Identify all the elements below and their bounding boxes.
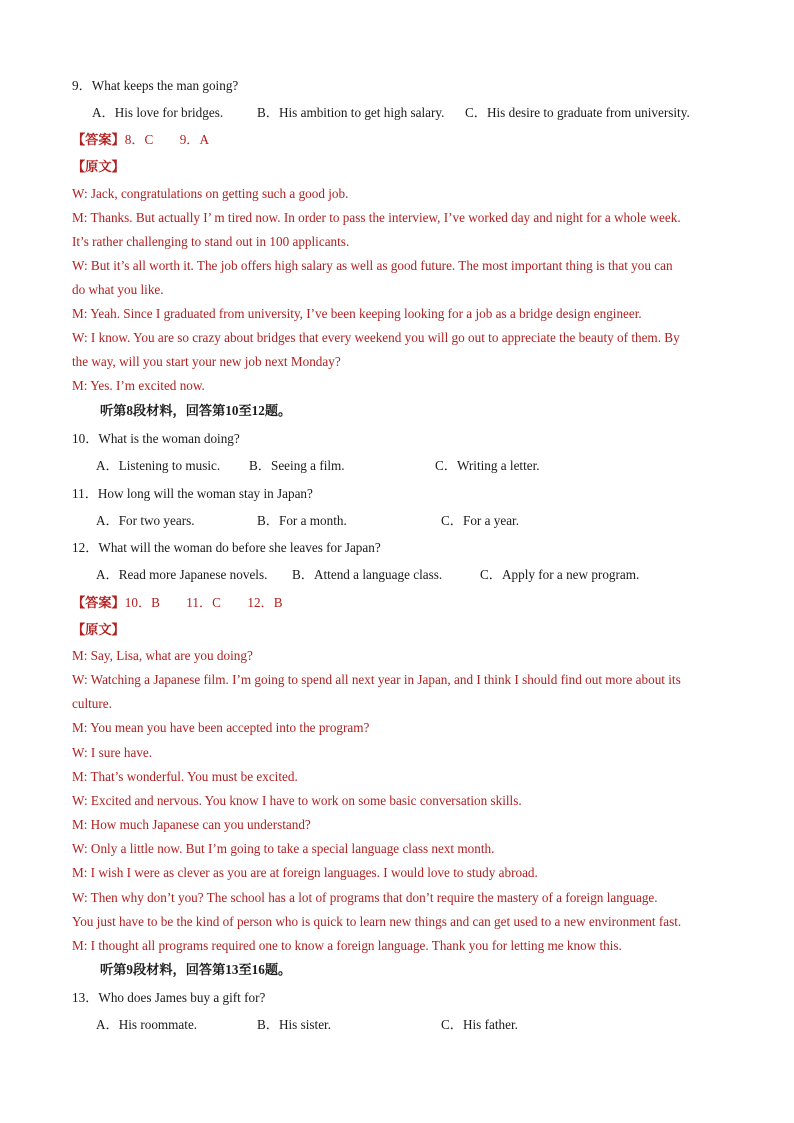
q13-option-a: A．His roommate. <box>96 1017 198 1032</box>
question-10: 10．What is the woman doing? <box>72 431 240 446</box>
q10-option-b: B．Seeing a film. <box>249 458 345 473</box>
q13-option-b: B．His sister. <box>257 1017 332 1032</box>
dialogue-line: the way, will you start your new job next Monday? <box>72 354 341 369</box>
question-9: 9．What keeps the man going? <box>72 78 239 93</box>
answer-block-1 <box>72 131 209 149</box>
answer-block-2 <box>72 594 283 612</box>
dialogue-line: M: How much Japanese can you understand? <box>72 817 311 832</box>
q9-option-c: C．His desire to graduate from university. <box>465 105 690 120</box>
question-11: 11．How long will the woman stay in Japan? <box>72 486 313 501</box>
dialogue-line: W: Watching a Japanese film. I’m going to spend all next year in Japan, and I think I should find out more about its <box>72 672 681 687</box>
dialogue-line: W: Only a little now. But I’m going to take a special language class next month. <box>72 841 495 856</box>
q12-option-c: C．Apply for a new program. <box>480 567 640 582</box>
answer-text: 10．B 11．C 12．B <box>124 595 283 610</box>
dialogue-line: M: Thanks. But actually I’ m tired now. In order to pass the interview, I’ve worked day and night for a whole week. <box>72 210 681 225</box>
dialogue-line: M: I thought all programs required one to know a foreign language. Thank you for letting me know this. <box>72 938 622 953</box>
dialogue-line: M: Yes. I’m excited now. <box>72 378 205 393</box>
q10-option-a: A．Listening to music. <box>96 458 221 473</box>
answer-text: 8．C 9．A <box>124 132 210 147</box>
dialogue-line: M: That’s wonderful. You must be excited. <box>72 769 298 784</box>
section-heading-8: 听第8段材料，回答第10至12题。 <box>100 403 292 418</box>
dialogue-line: M: You mean you have been accepted into the program? <box>72 720 370 735</box>
dialogue-line: M: Say, Lisa, what are you doing? <box>72 648 253 663</box>
dialogue-line: W: Jack, congratulations on getting such a good job. <box>72 186 349 201</box>
q13-option-c: C．His father. <box>441 1017 518 1032</box>
section-heading-9: 听第9段材料，回答第13至16题。 <box>100 962 292 977</box>
question-12: 12．What will the woman do before she leaves for Japan? <box>72 540 381 555</box>
dialogue-line: M: Yeah. Since I graduated from university, I’ve been keeping looking for a job as a bridge design engineer. <box>72 306 642 321</box>
dialogue-line: It’s rather challenging to stand out in 100 applicants. <box>72 234 350 249</box>
dialogue-line: do what you like. <box>72 282 164 297</box>
dialogue-line: W: But it’s all worth it. The job offers high salary as well as good future. The most important thing is that you can <box>72 258 673 273</box>
q11-option-a: A．For two years. <box>96 513 195 528</box>
q11-option-c: C．For a year. <box>441 513 520 528</box>
q11-option-b: B．For a month. <box>257 513 347 528</box>
q12-option-b: B．Attend a language class. <box>292 567 443 582</box>
dialogue-line: W: Excited and nervous. You know I have to work on some basic conversation skills. <box>72 793 522 808</box>
dialogue-line: W: I know. You are so crazy about bridges that every weekend you will go out to appreciate the beauty of them. By <box>72 330 680 345</box>
dialogue-line: W: Then why don’t you? The school has a lot of programs that don’t require the mastery of a foreign language. <box>72 890 658 905</box>
dialogue-line: You just have to be the kind of person who is quick to learn new things and can get used to a new environment fast. <box>72 914 682 929</box>
question-13: 13．Who does James buy a gift for? <box>72 990 266 1005</box>
dialogue-line: culture. <box>72 696 112 711</box>
answer-label: 【答案】 <box>72 595 125 610</box>
original-label-2: 【原文】 <box>72 622 125 637</box>
q9-option-b: B．His ambition to get high salary. <box>257 105 445 120</box>
q12-option-a: A．Read more Japanese novels. <box>96 567 268 582</box>
dialogue-line: M: I wish I were as clever as you are at foreign languages. I would love to study abroad. <box>72 865 538 880</box>
q10-option-c: C．Writing a letter. <box>435 458 540 473</box>
q9-option-a: A．His love for bridges. <box>92 105 224 120</box>
dialogue-line: W: I sure have. <box>72 745 153 760</box>
original-label-1: 【原文】 <box>72 159 125 174</box>
answer-label: 【答案】 <box>72 132 125 147</box>
